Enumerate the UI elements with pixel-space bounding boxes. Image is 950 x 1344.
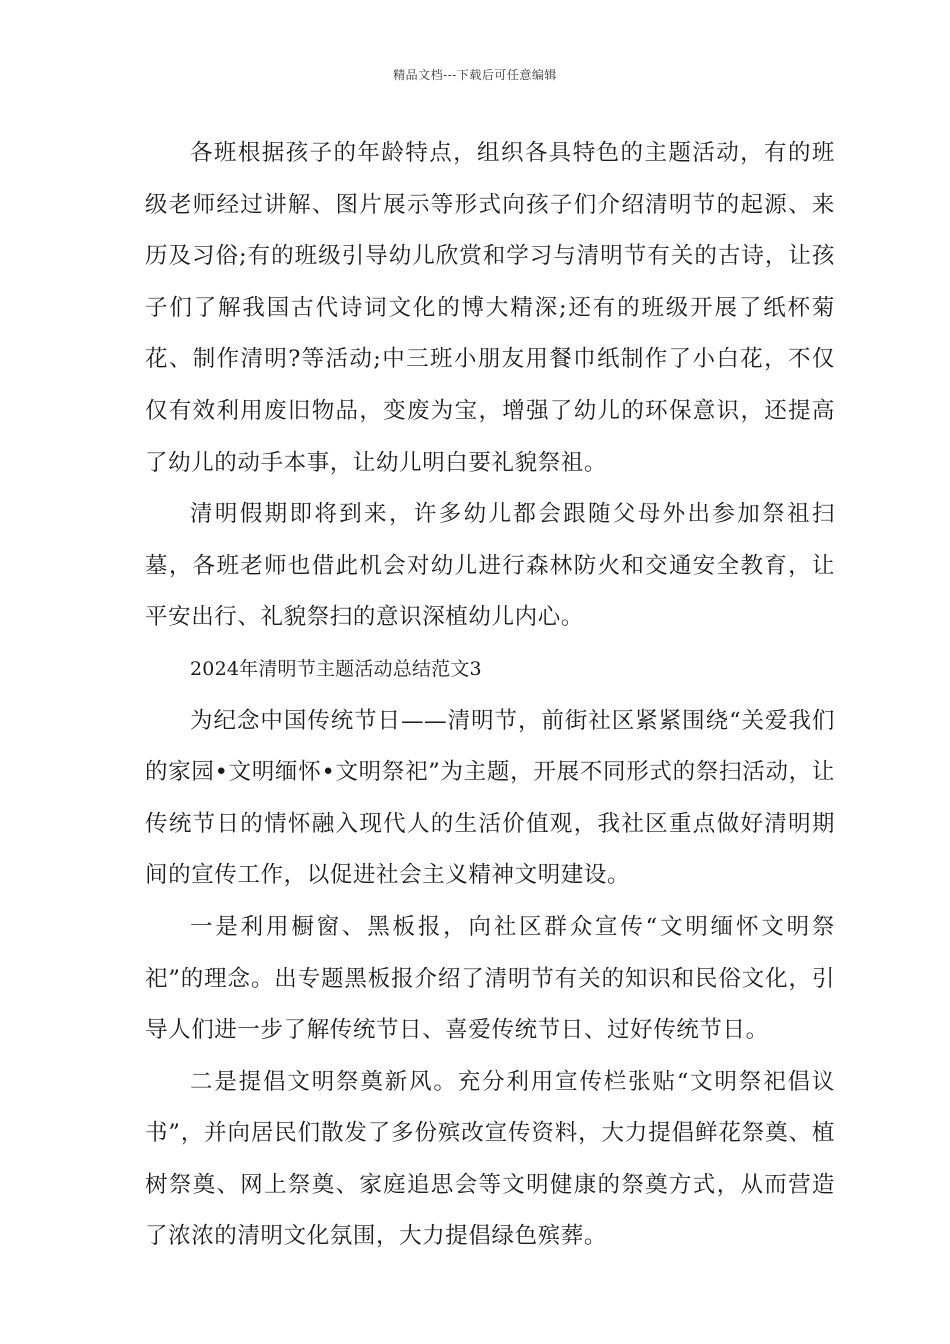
paragraph-safety-education: 清明假期即将到来，许多幼儿都会跟随父母外出参加祭祖扫墓，各班老师也借此机会对幼儿进行森林防火和交通安全教育，让平安出行、礼貌祭扫的意识深植幼儿内心。	[145, 501, 835, 631]
paragraph-activities: 各班根据孩子的年龄特点，组织各具特色的主题活动，有的班级老师经过讲解、图片展示等形式向孩子们介绍清明节的起源、来历及习俗;有的班级引导幼儿欣赏和学习与清明节有关的古诗，让孩子们了解我国古代诗词文化的博大精深;还有的班级开展了纸杯菊花、制作清明?等活动;中三班小朋友用餐巾纸制作了小白花，不仅仅有效利用废旧物品，变废为宝，增强了幼儿的环保意识，还提高了幼儿的动手本事，让幼儿明白要礼貌祭祖。	[145, 140, 835, 476]
page-header: 精品文档---下载后可任意编辑	[393, 68, 557, 82]
paragraph-community-intro: 为纪念中国传统节日——清明节，前街社区紧紧围绕“关爱我们的家园•文明缅怀•文明祭祀”为主题，开展不同形式的祭扫活动，让传统节日的情怀融入现代人的生活价值观，我社区重点做好清明期间的宣传工作，以促进社会主义精神文明建设。	[145, 707, 835, 889]
section-heading: 2024年清明节主题活动总结范文3	[190, 657, 482, 680]
document-body	[145, 128, 835, 1263]
paragraph-point-two: 二是提倡文明祭奠新风。充分利用宣传栏张贴“文明祭祀倡议书”，并向居民们散发了多份殡改宣传资料，大力提倡鲜花祭奠、植树祭奠、网上祭奠、家庭追思会等文明健康的祭奠方式，从而营造了浓浓的清明文化氛围，大力提倡绿色殡葬。	[145, 1068, 835, 1250]
paragraph-point-one: 一是利用橱窗、黑板报，向社区群众宣传“文明缅怀文明祭祀”的理念。出专题黑板报介绍了清明节有关的知识和民俗文化，引导人们进一步了解传统节日、喜爱传统节日、过好传统节日。	[145, 913, 835, 1044]
